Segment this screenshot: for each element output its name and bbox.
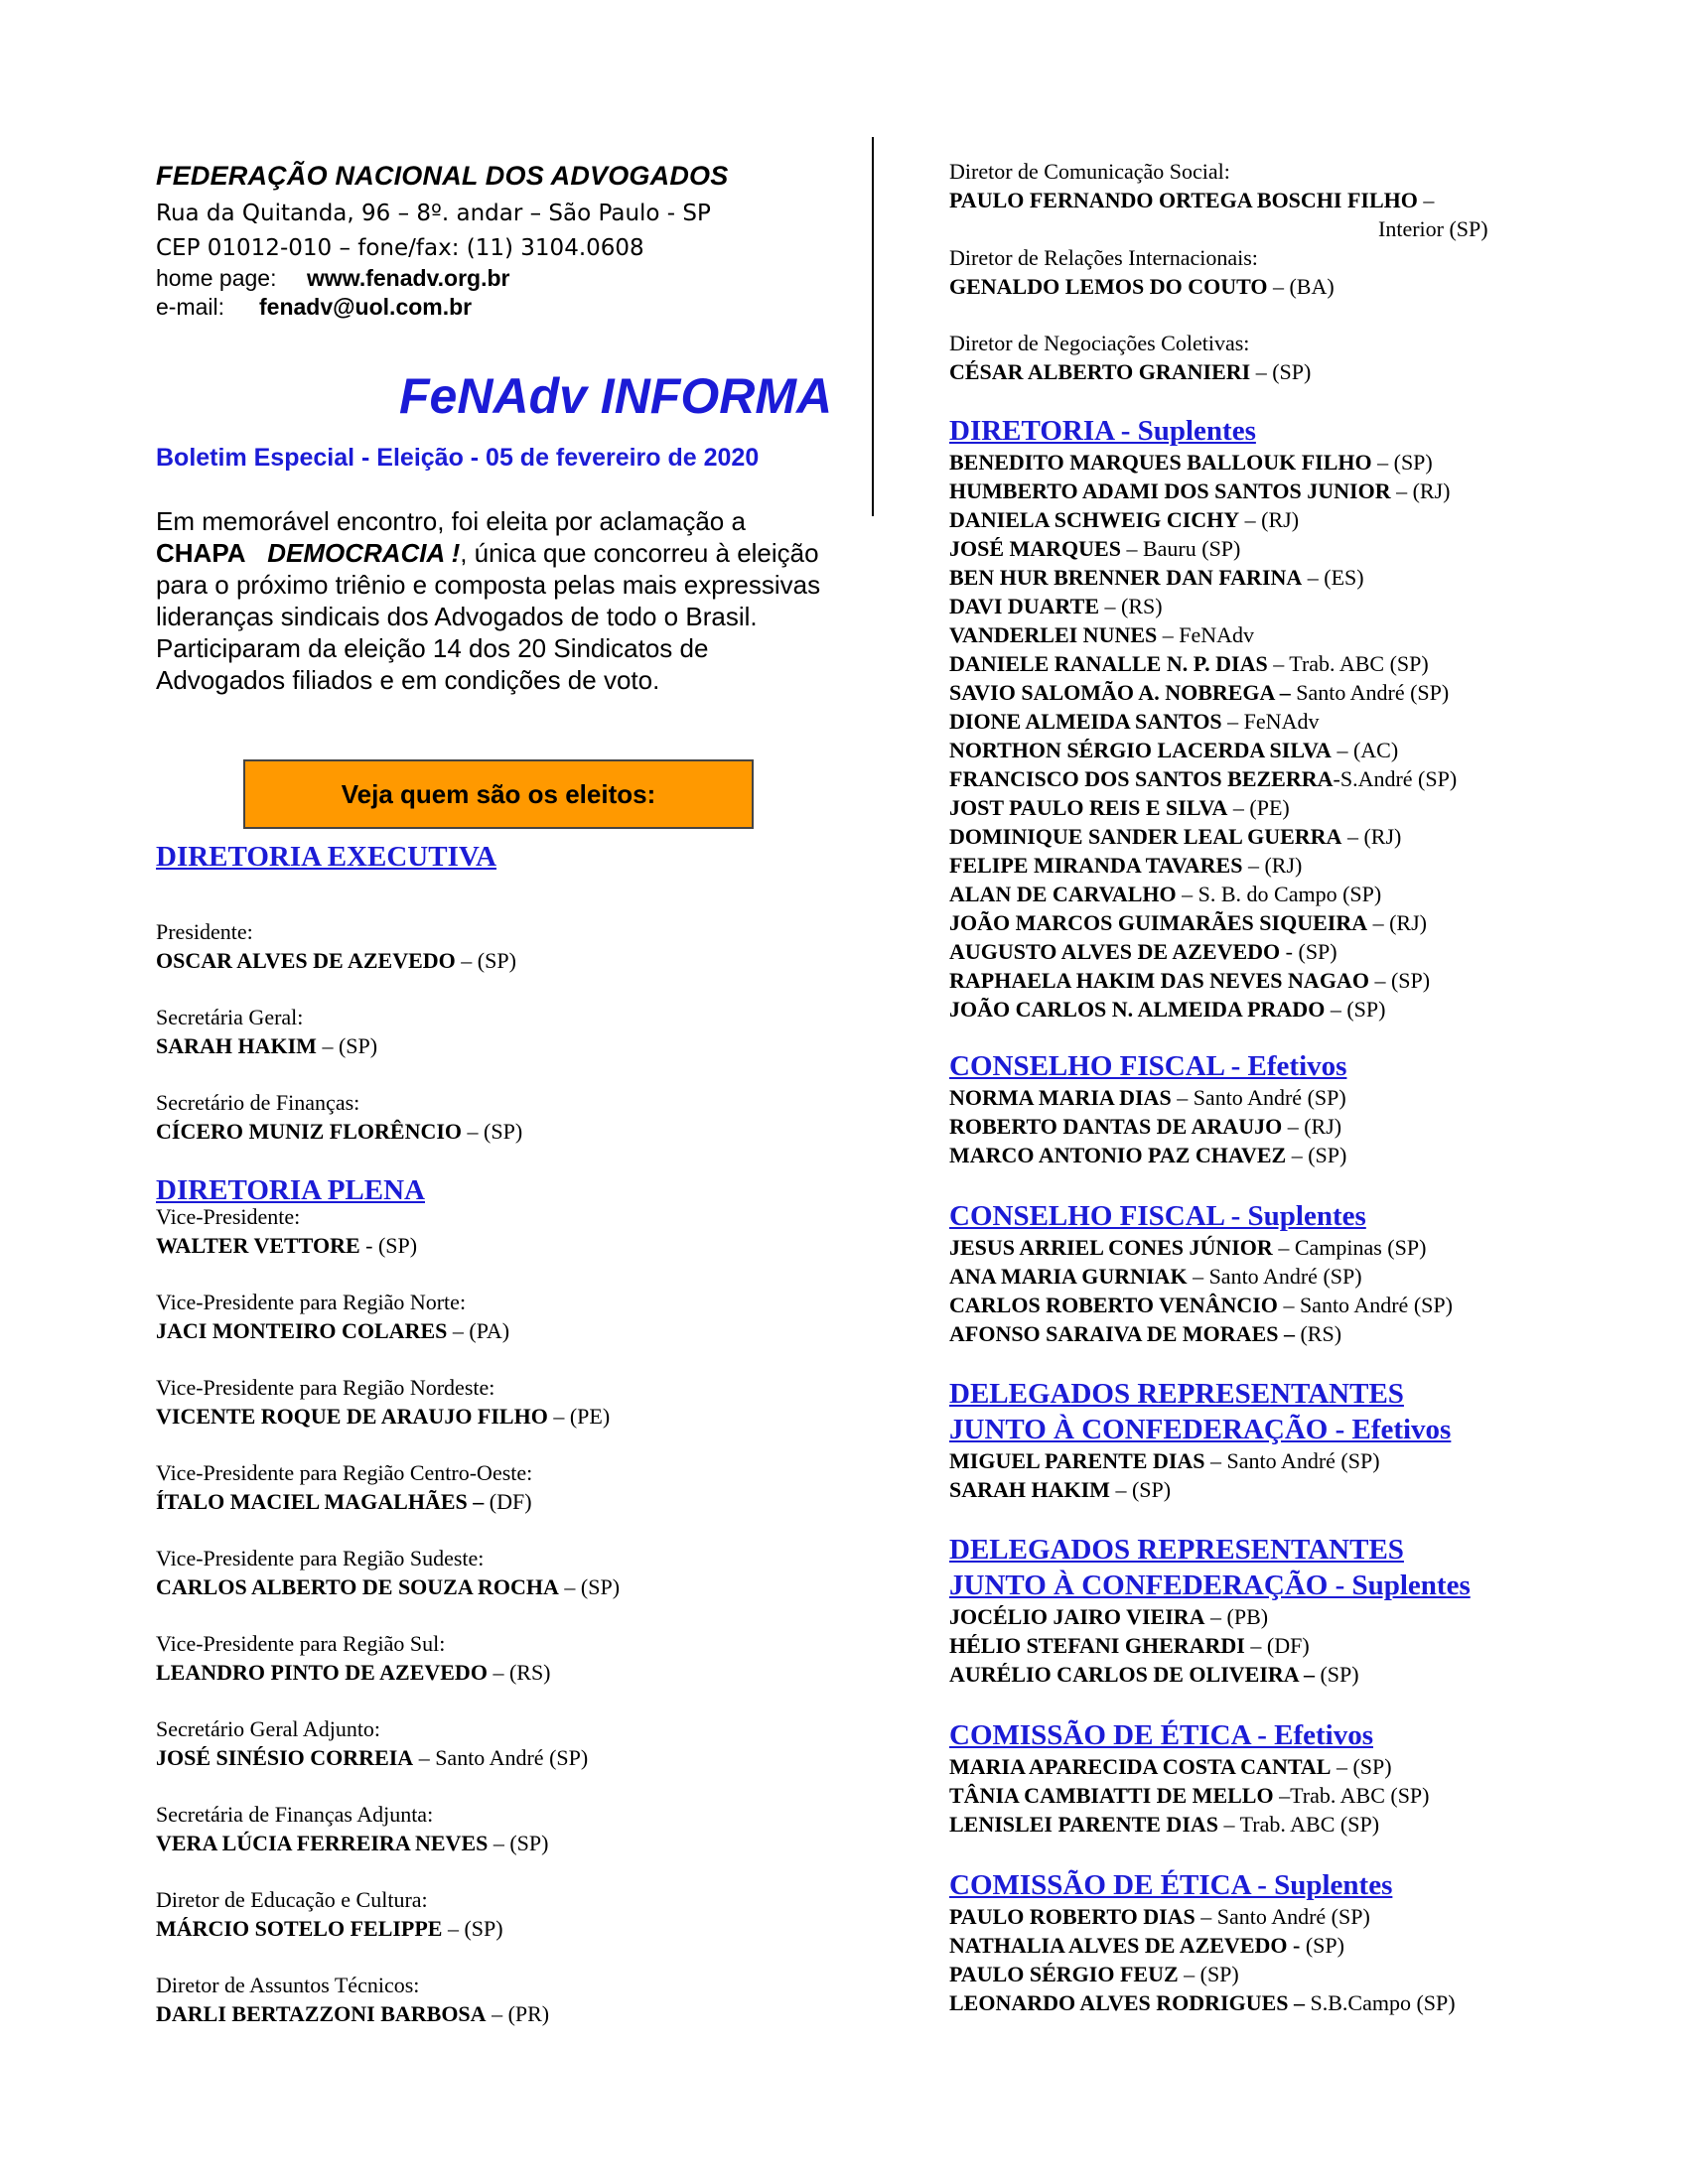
- person-entry: JOÃO CARLOS N. ALMEIDA PRADO – (SP): [949, 997, 1386, 1022]
- role-label: Diretor de Relações Internacionais:: [949, 245, 1258, 270]
- role-label: Secretário Geral Adjunto:: [156, 1716, 381, 1741]
- section-heading-cf-suplentes[interactable]: CONSELHO FISCAL - Suplentes: [949, 1200, 1366, 1232]
- column-divider: [872, 137, 874, 516]
- contact-line: CEP 01012-010 – fone/fax: (11) 3104.0608: [156, 235, 644, 261]
- person-entry: SARAH HAKIM – (SP): [949, 1477, 1172, 1502]
- role-label: Vice-Presidente para Região Sul:: [156, 1631, 446, 1656]
- person-entry: ANA MARIA GURNIAK – Santo André (SP): [949, 1264, 1362, 1289]
- person-entry: MARIA APARECIDA COSTA CANTAL – (SP): [949, 1754, 1392, 1779]
- intro-democracia: DEMOCRACIA !: [267, 538, 461, 568]
- bulletin-subtitle: Boletim Especial - Eleição - 05 de fevereiro de 2020: [156, 444, 760, 472]
- person-entry: PAULO ROBERTO DIAS – Santo André (SP): [949, 1904, 1370, 1929]
- role-label: Vice-Presidente para Região Norte:: [156, 1290, 467, 1314]
- person-entry: SARAH HAKIM – (SP): [156, 1033, 378, 1058]
- role-label: Vice-Presidente para Região Sudeste:: [156, 1546, 485, 1570]
- person-entry: PAULO FERNANDO ORTEGA BOSCHI FILHO –: [949, 188, 1435, 212]
- person-entry: ROBERTO DANTAS DE ARAUJO – (RJ): [949, 1114, 1342, 1139]
- person-entry: ALAN DE CARVALHO – S. B. do Campo (SP): [949, 882, 1382, 906]
- role-label: Diretor de Negociações Coletivas:: [949, 331, 1250, 355]
- intro-chapa: CHAPA: [156, 538, 246, 568]
- person-entry: BEN HUR BRENNER DAN FARINA – (ES): [949, 565, 1364, 590]
- role-label: Diretor de Comunicação Social:: [949, 159, 1230, 184]
- person-entry: RAPHAELA HAKIM DAS NEVES NAGAO – (SP): [949, 968, 1431, 993]
- person-entry: OSCAR ALVES DE AZEVEDO – (SP): [156, 948, 516, 973]
- role-label: Diretor de Assuntos Técnicos:: [156, 1973, 420, 1997]
- person-entry: HUMBERTO ADAMI DOS SANTOS JUNIOR – (RJ): [949, 478, 1451, 503]
- person-entry: DANIELE RANALLE N. P. DIAS – Trab. ABC (SP): [949, 651, 1429, 676]
- section-heading-etica-suplentes[interactable]: COMISSÃO DE ÉTICA - Suplentes: [949, 1869, 1393, 1901]
- person-entry: NORMA MARIA DIAS – Santo André (SP): [949, 1085, 1346, 1110]
- person-entry: GENALDO LEMOS DO COUTO – (BA): [949, 274, 1335, 299]
- person-entry: LEONARDO ALVES RODRIGUES – S.B.Campo (SP): [949, 1990, 1456, 2015]
- person-entry: CÍCERO MUNIZ FLORÊNCIO – (SP): [156, 1119, 523, 1144]
- person-entry: DOMINIQUE SANDER LEAL GUERRA – (RJ): [949, 824, 1402, 849]
- homepage-label: home page:: [156, 265, 277, 291]
- person-entry: DANIELA SCHWEIG CICHY – (RJ): [949, 507, 1300, 532]
- role-label: Vice-Presidente:: [156, 1204, 301, 1229]
- section-heading-del-efetivos-1[interactable]: DELEGADOS REPRESENTANTES: [949, 1378, 1404, 1410]
- person-entry: TÂNIA CAMBIATTI DE MELLO –Trab. ABC (SP): [949, 1783, 1430, 1808]
- person-entry: FELIPE MIRANDA TAVARES – (RJ): [949, 853, 1303, 878]
- person-entry: DIONE ALMEIDA SANTOS – FeNAdv: [949, 709, 1320, 734]
- homepage-link[interactable]: www.fenadv.org.br: [307, 265, 510, 291]
- person-entry: DARLI BERTAZZONI BARBOSA – (PR): [156, 2001, 550, 2026]
- person-entry: JESUS ARRIEL CONES JÚNIOR – Campinas (SP): [949, 1235, 1427, 1260]
- person-entry: LEANDRO PINTO DE AZEVEDO – (RS): [156, 1660, 551, 1685]
- person-entry: WALTER VETTORE - (SP): [156, 1233, 418, 1258]
- person-entry: JOCÉLIO JAIRO VIEIRA – (PB): [949, 1604, 1269, 1629]
- intro-text-1: Em memorável encontro, foi eleita por aclamação a: [156, 506, 746, 536]
- homepage-line: [156, 265, 509, 292]
- person-entry: JOSÉ SINÉSIO CORREIA – Santo André (SP): [156, 1745, 589, 1770]
- person-entry: MÁRCIO SOTELO FELIPPE – (SP): [156, 1916, 503, 1941]
- person-entry: ÍTALO MACIEL MAGALHÃES – (DF): [156, 1489, 532, 1514]
- person-entry: CARLOS ROBERTO VENÂNCIO – Santo André (SP): [949, 1293, 1453, 1317]
- person-entry: AFONSO SARAIVA DE MORAES – (RS): [949, 1321, 1342, 1346]
- person-entry: VICENTE ROQUE DE ARAUJO FILHO – (PE): [156, 1404, 611, 1429]
- see-elected-button[interactable]: Veja quem são os eleitos:: [243, 759, 754, 829]
- person-entry: JOSÉ MARQUES – Bauru (SP): [949, 536, 1241, 561]
- person-entry: NORTHON SÉRGIO LACERDA SILVA – (AC): [949, 738, 1399, 762]
- role-label: Presidente:: [156, 919, 253, 944]
- role-label: Vice-Presidente para Região Nordeste:: [156, 1375, 495, 1400]
- person-entry: CARLOS ALBERTO DE SOUZA ROCHA – (SP): [156, 1574, 621, 1599]
- role-label: Secretário de Finanças:: [156, 1090, 360, 1115]
- person-entry: JOÃO MARCOS GUIMARÃES SIQUEIRA – (RJ): [949, 910, 1427, 935]
- email-line: [156, 294, 472, 321]
- person-entry: JACI MONTEIRO COLARES – (PA): [156, 1318, 510, 1343]
- person-entry: DAVI DUARTE – (RS): [949, 594, 1163, 618]
- person-entry: VERA LÚCIA FERREIRA NEVES – (SP): [156, 1831, 549, 1855]
- intro-text-2: , única que concorreu à eleição para o próximo triênio e composta pelas mais expressivas lideranças sindicais dos Advogados de todo o Brasil. Participaram da eleição 14 dos 20 Sindicatos de Advogados filiados e em condições de voto.: [156, 538, 821, 695]
- intro-paragraph: [156, 505, 831, 696]
- role-label: Vice-Presidente para Região Centro-Oeste:: [156, 1460, 533, 1485]
- section-heading-suplentes[interactable]: DIRETORIA - Suplentes: [949, 415, 1256, 447]
- role-label: Secretária Geral:: [156, 1005, 304, 1029]
- person-entry: AURÉLIO CARLOS DE OLIVEIRA – (SP): [949, 1662, 1359, 1687]
- section-heading-del-suplentes-1[interactable]: DELEGADOS REPRESENTANTES: [949, 1534, 1404, 1566]
- person-entry: SAVIO SALOMÃO A. NOBREGA – Santo André (SP): [949, 680, 1450, 705]
- person-entry: FRANCISCO DOS SANTOS BEZERRA-S.André (SP): [949, 766, 1458, 791]
- person-entry: CÉSAR ALBERTO GRANIERI – (SP): [949, 359, 1312, 384]
- role-label: Diretor de Educação e Cultura:: [156, 1887, 428, 1912]
- person-entry: NATHALIA ALVES DE AZEVEDO - (SP): [949, 1933, 1344, 1958]
- role-label: Secretária de Finanças Adjunta:: [156, 1802, 434, 1827]
- person-entry: JOST PAULO REIS E SILVA – (PE): [949, 795, 1290, 820]
- address-line: Rua da Quitanda, 96 – 8º. andar – São Paulo - SP: [156, 201, 711, 226]
- person-entry: BENEDITO MARQUES BALLOUK FILHO – (SP): [949, 450, 1433, 475]
- person-entry: PAULO SÉRGIO FEUZ – (SP): [949, 1962, 1239, 1986]
- section-heading-etica-efetivos[interactable]: COMISSÃO DE ÉTICA - Efetivos: [949, 1719, 1373, 1751]
- bulletin-title: FeNAdv INFORMA: [399, 368, 833, 424]
- person-entry: MIGUEL PARENTE DIAS – Santo André (SP): [949, 1448, 1380, 1473]
- section-heading-del-suplentes-2[interactable]: JUNTO À CONFEDERAÇÃO - Suplentes: [949, 1570, 1471, 1601]
- person-entry-continuation: Interior (SP): [1378, 216, 1488, 241]
- person-entry: LENISLEI PARENTE DIAS – Trab. ABC (SP): [949, 1812, 1380, 1837]
- email-label: e-mail:: [156, 294, 225, 320]
- section-heading-executiva[interactable]: DIRETORIA EXECUTIVA: [156, 841, 497, 873]
- person-entry: HÉLIO STEFANI GHERARDI – (DF): [949, 1633, 1310, 1658]
- email-link[interactable]: fenadv@uol.com.br: [259, 294, 473, 320]
- section-heading-cf-efetivos[interactable]: CONSELHO FISCAL - Efetivos: [949, 1050, 1347, 1082]
- section-heading-del-efetivos-2[interactable]: JUNTO À CONFEDERAÇÃO - Efetivos: [949, 1414, 1452, 1445]
- federation-name: FEDERAÇÃO NACIONAL DOS ADVOGADOS: [156, 161, 729, 191]
- person-entry: AUGUSTO ALVES DE AZEVEDO - (SP): [949, 939, 1337, 964]
- person-entry: MARCO ANTONIO PAZ CHAVEZ – (SP): [949, 1143, 1347, 1167]
- section-heading-plena[interactable]: DIRETORIA PLENA: [156, 1174, 425, 1206]
- person-entry: VANDERLEI NUNES – FeNAdv: [949, 622, 1255, 647]
